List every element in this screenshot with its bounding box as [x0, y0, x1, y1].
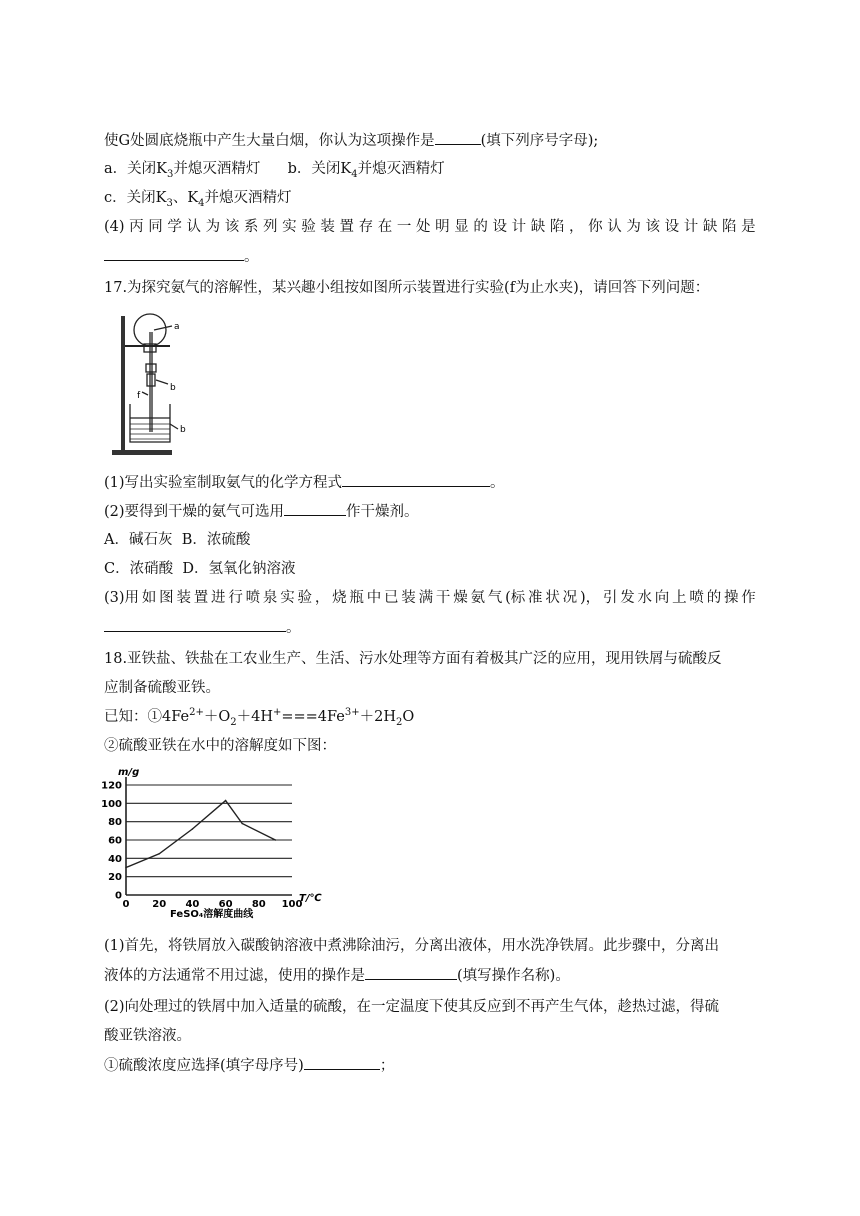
spaced-char: 学	[167, 219, 182, 235]
y-axis-label: m/g	[118, 767, 140, 778]
x-tick-label: 40	[185, 899, 200, 910]
spaced-char: 设	[664, 219, 680, 235]
spaced-char: 作	[741, 590, 756, 606]
answer-blank[interactable]	[342, 472, 490, 487]
y-tick-label: 40	[108, 853, 122, 865]
y-tick-label: 80	[108, 817, 122, 829]
q18-stem-line1: 18.亚铁盐、铁盐在工农业生产、生活、污水处理等方面有着极其广泛的应用，现用铁屑与硫酸反	[104, 651, 722, 667]
q16-part4	[104, 217, 756, 237]
spaced-char: 该	[645, 219, 661, 235]
spaced-char: 实	[280, 590, 295, 606]
y-tick-label: 0	[115, 890, 122, 902]
spaced-char: 同	[148, 219, 163, 235]
q17-options-cd: C．浓硝酸 D．氢氧化钠溶液	[104, 561, 296, 577]
answer-blank[interactable]	[304, 1055, 380, 1070]
x-tick-label: 80	[251, 899, 266, 910]
spaced-char: 的	[473, 219, 488, 235]
y-tick-label: 20	[108, 872, 122, 884]
spaced-char: (3)用	[104, 590, 140, 606]
spaced-char: 装	[176, 590, 191, 606]
spaced-char: 气	[487, 590, 503, 606]
y-tick-label: 120	[101, 780, 122, 792]
q17-part3-answer: 。	[104, 617, 301, 638]
spaced-char: 水	[637, 590, 652, 606]
spaced-char: 喷	[245, 590, 261, 606]
q18-stem-line2: 应制备硫酸亚铁。	[104, 680, 220, 696]
spaced-char: 你	[588, 219, 603, 235]
spaced-char: 操	[723, 590, 739, 606]
spaced-char: 如	[141, 590, 157, 606]
spaced-char: 引	[602, 590, 618, 606]
spaced-char: 认	[186, 219, 202, 235]
data-point	[125, 867, 127, 869]
spaced-char: 系	[243, 219, 259, 235]
spaced-char: 满	[418, 590, 434, 606]
answer-blank[interactable]	[284, 501, 346, 516]
spaced-char: 的	[706, 590, 722, 606]
spaced-char: 置	[339, 219, 355, 235]
spaced-char: 干	[435, 590, 451, 606]
q16-option-c: c．关闭$K_3$、$K_4$并熄灭酒精灯	[104, 190, 292, 209]
spaced-char: 在	[377, 219, 393, 235]
spaced-char: 验	[301, 219, 316, 235]
spaced-char: 为	[626, 219, 641, 235]
label-b-upper: b	[170, 383, 176, 393]
data-point	[192, 828, 194, 830]
q17-stem: 17.为探究氨气的溶解性，某兴趣小组按如图所示装置进行实验(f为止水夹)，请回答下列问题：	[104, 280, 710, 296]
spaced-char: 显	[454, 219, 469, 235]
answer-blank[interactable]	[104, 617, 286, 632]
q18-part2-line2: 酸亚铁溶液。	[104, 1028, 191, 1044]
spaced-char: 是	[741, 219, 756, 235]
spaced-char: 氨	[470, 590, 485, 606]
spaced-char: 烧	[332, 590, 347, 606]
x-axis-label: T/℃	[299, 893, 322, 904]
spaced-char: 况	[562, 590, 578, 606]
data-point	[241, 823, 243, 825]
q17-part2: (2)要得到干燥的氨气可选用 作干燥剂。	[104, 501, 419, 522]
spaced-char: 计	[683, 219, 699, 235]
spaced-char: 状	[545, 590, 560, 606]
spaced-char: ，	[569, 219, 584, 235]
spaced-char: 丙	[129, 219, 144, 235]
spaced-char: )，	[579, 590, 601, 606]
spaced-char: 行	[228, 590, 243, 606]
x-tick-label: 60	[218, 899, 233, 910]
label-b-lower: b	[180, 425, 186, 435]
y-tick-label: 100	[101, 798, 122, 810]
spaced-char: 存	[358, 219, 374, 235]
q16-part4-answer: 。	[104, 246, 259, 267]
spaced-char: 向	[654, 590, 670, 606]
solubility-curve	[126, 801, 275, 868]
spaced-char: 缺	[530, 219, 546, 235]
spaced-char: 进	[211, 590, 226, 606]
q17-part3	[104, 588, 756, 608]
spaced-char: (标	[505, 590, 526, 606]
q18-part2-item1: ①硫酸浓度应选择(填字母序号) ；	[104, 1055, 394, 1076]
q18-known-equation: 已知：$①4Fe^{2+}+O_2+4H^+===4Fe^{3+}+2H_2O$	[104, 707, 415, 728]
spaced-char: 图	[159, 590, 174, 606]
label-f: f	[137, 391, 141, 401]
spaced-char: 喷	[689, 590, 704, 606]
spaced-char: 明	[435, 219, 450, 235]
q17-part1: (1)写出实验室制取氨气的化学方程式 。	[104, 472, 505, 493]
solubility-chart	[98, 764, 330, 922]
q18-part1-line1: (1)首先，将铁屑放入碳酸钠溶液中煮沸除油污，分离出液体，用水洗净铁屑。此步骤中，分离出	[104, 938, 720, 954]
spaced-char: 泉	[262, 590, 278, 606]
spaced-char: ，	[314, 590, 330, 606]
answer-blank[interactable]	[365, 965, 457, 980]
chart-title: FeSO₄溶解度曲线	[170, 909, 254, 920]
spaced-char: 计	[511, 219, 527, 235]
fountain-apparatus-figure	[110, 312, 202, 458]
spaced-char: 上	[672, 590, 687, 606]
q18-part2-line1: (2)向处理过的铁屑中加入适量的硫酸，在一定温度下使其反应到不再产生气体，趁热过滤，得硫	[104, 999, 720, 1015]
data-point	[158, 853, 160, 855]
data-point	[225, 800, 227, 802]
spaced-char: 中	[366, 590, 382, 606]
answer-blank[interactable]	[435, 130, 481, 145]
data-point	[275, 839, 277, 841]
q18-known-note2: ②硫酸亚铁在水中的溶解度如下图：	[104, 738, 336, 754]
spaced-char: 陷	[722, 219, 737, 235]
spaced-char: 置	[193, 590, 209, 606]
spaced-char: (4)	[104, 219, 125, 235]
spaced-char: 处	[416, 219, 431, 235]
spaced-char: 为	[205, 219, 221, 235]
y-tick-label: 60	[108, 835, 122, 847]
label-a: a	[174, 322, 180, 332]
answer-blank[interactable]	[104, 246, 244, 261]
q18-part1-line2: 液体的方法通常不用过滤，使用的操作是 (填写操作名称)。	[104, 965, 570, 986]
spaced-char: 该	[224, 219, 240, 235]
x-tick-label: 0	[122, 899, 130, 910]
q16-options-ab: a．关闭$K_3$并熄灭酒精灯 b．关闭$K_4$并熄灭酒精灯	[104, 161, 445, 180]
x-tick-label: 100	[281, 899, 303, 910]
spaced-char: 装	[401, 590, 416, 606]
spaced-char: 装	[320, 219, 335, 235]
q17-options-ab: A．碱石灰 B．浓硫酸	[104, 532, 251, 548]
spaced-char: 燥	[453, 590, 468, 606]
q16-line1: 使G处圆底烧瓶中产生大量白烟，你认为这项操作是 (填下列序号字母);	[104, 130, 598, 151]
spaced-char: 一	[396, 219, 412, 235]
spaced-char: 瓶	[349, 590, 364, 606]
spaced-char: 列	[263, 219, 278, 235]
spaced-char: 陷	[549, 219, 565, 235]
x-tick-label: 20	[152, 899, 167, 910]
spaced-char: 已	[384, 590, 399, 606]
spaced-char: 缺	[702, 219, 718, 235]
spaced-char: 发	[620, 590, 635, 606]
spaced-char: 认	[607, 219, 622, 235]
spaced-char: 实	[282, 219, 297, 235]
spaced-char: 设	[492, 219, 508, 235]
spaced-char: 验	[297, 590, 313, 606]
spaced-char: 准	[528, 590, 543, 606]
